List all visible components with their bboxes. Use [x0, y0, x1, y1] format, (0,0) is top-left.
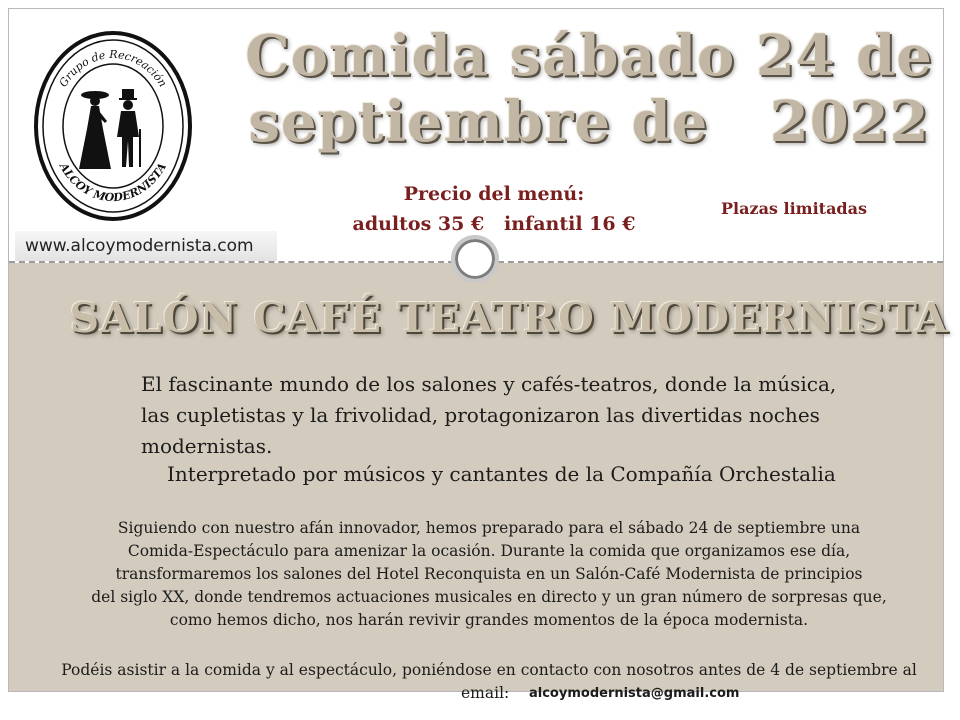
email-label: email:	[461, 684, 510, 702]
description-paragraph	[49, 517, 929, 632]
poster	[8, 8, 949, 702]
price-label: Precio del menú:	[403, 183, 585, 205]
page-title	[239, 23, 939, 155]
title-line-1: Comida sábado 24 de	[245, 23, 933, 89]
intro-line: El fascinante mundo de los salones y cafés-teatros, donde la música,	[141, 372, 837, 396]
description-line: Siguiendo con nuestro afán innovador, hemos preparado para el sábado 24 de septiembre una	[117, 519, 861, 537]
limited-places-note: Plazas limitadas	[721, 199, 867, 218]
price-values: adultos 35 € infantil 16 €	[352, 213, 636, 235]
group-logo	[33, 29, 193, 223]
email-address-link[interactable]: alcoymodernista@gmail.com	[529, 686, 740, 701]
intro-line: modernistas.	[141, 434, 273, 458]
description-line: transformaremos los salones del Hotel Reconquista en un Salón-Café Modernista de principios	[115, 565, 863, 583]
intro-paragraph	[141, 369, 911, 462]
section-heading: SALÓN CAFÉ TEATRO MODERNISTA	[69, 294, 949, 342]
logo-top-text: Grupo de Recreación	[56, 47, 170, 90]
title-line-2: septiembre de 2022	[248, 89, 930, 155]
intro-line: las cupletistas y la frivolidad, protagonizaron las divertidas noches	[141, 403, 820, 427]
description-line: como hemos dicho, nos harán revivir grandes momentos de la época modernista.	[169, 611, 809, 629]
divider-ring-ornament	[451, 235, 499, 283]
description-line: Comida-Espectáculo para amenizar la ocasión. Durante la comida que organizamos ese día,	[127, 542, 851, 560]
description-line: del siglo XX, donde tendremos actuaciones musicales en directo y un gran número de sorpresas que,	[91, 588, 887, 606]
logo-bottom-text: ALCOY MODERNISTA	[56, 160, 170, 205]
contact-line: Podéis asistir a la comida y al espectáculo, poniéndose en contacto con nosotros antes de 4 de septiembre al	[61, 661, 917, 679]
menu-price	[309, 179, 679, 239]
performers-line: Interpretado por músicos y cantantes de la Compañía Orchestalia	[167, 462, 836, 486]
website-link[interactable]: www.alcoymodernista.com	[15, 231, 277, 261]
